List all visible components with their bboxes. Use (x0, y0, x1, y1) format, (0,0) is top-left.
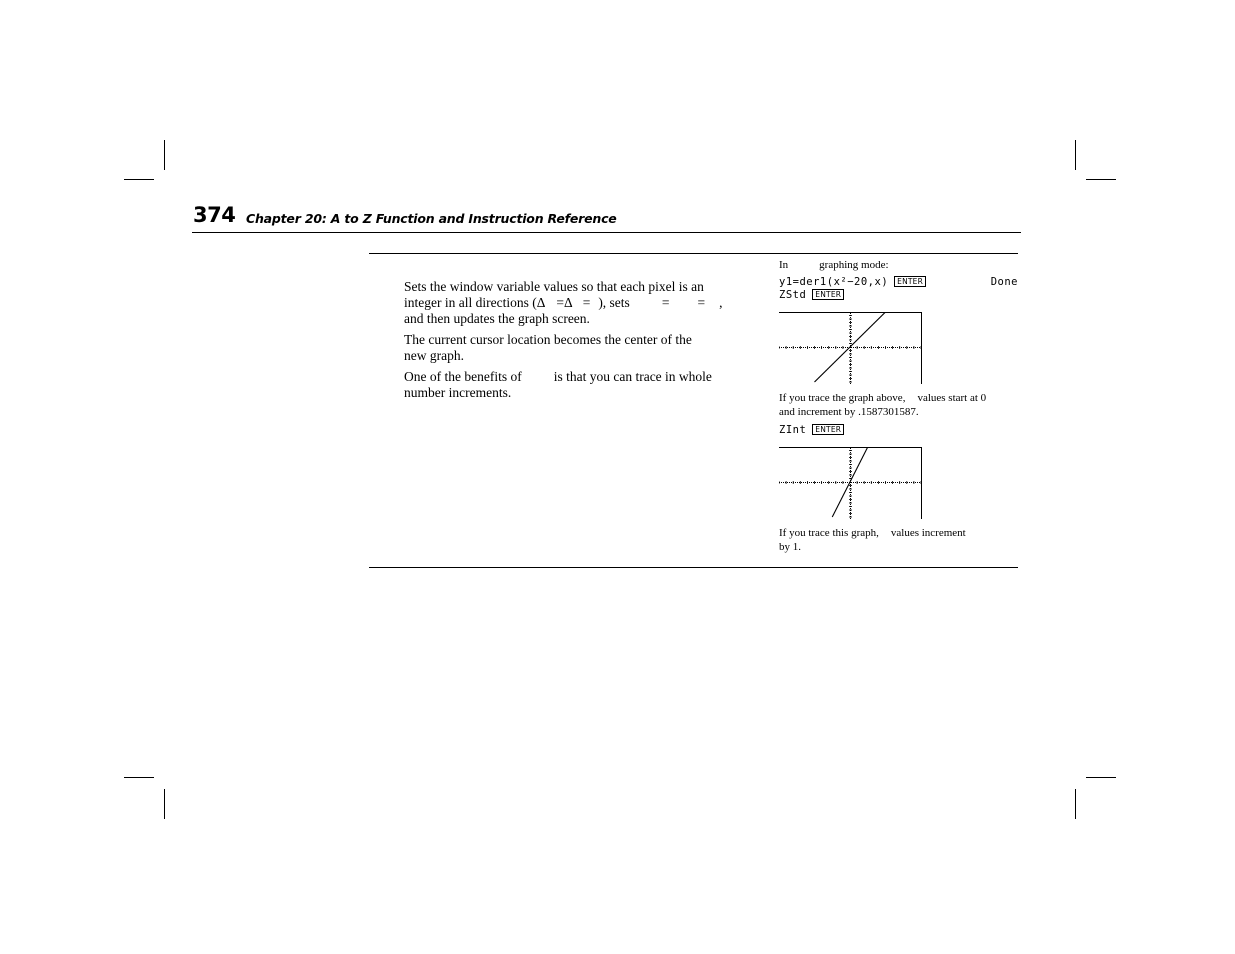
text-span: values increment (890, 527, 966, 539)
command-text: ZInt (779, 424, 807, 436)
command-line-3 (779, 423, 844, 437)
zint-graph (779, 447, 922, 519)
text-span: , (719, 295, 723, 310)
crop-mark (164, 140, 165, 170)
note-line: by 1. (779, 541, 801, 553)
note-line (779, 526, 966, 540)
description-paragraph-3 (404, 369, 754, 401)
command-line-2 (779, 288, 844, 302)
text-span: graphing mode: (819, 259, 889, 271)
command-line-1 (779, 275, 1018, 289)
text-span: is that you can trace in whole (553, 369, 712, 384)
text-span: =Δ (556, 295, 573, 310)
page-number: 374 (193, 203, 236, 227)
command-result: Done (990, 276, 1018, 288)
header-rule (192, 232, 1021, 233)
description-line (404, 295, 754, 311)
text-span: In (779, 259, 789, 271)
text-span: values start at 0 (917, 392, 987, 404)
example-intro (779, 258, 889, 272)
crop-mark (1075, 789, 1076, 819)
crop-mark (124, 777, 154, 778)
note-line (779, 391, 986, 405)
command-text: y1=der1(x²−20,x) (779, 276, 889, 288)
crop-mark (164, 789, 165, 819)
trace-note-2 (779, 526, 966, 554)
description-line: number increments. (404, 385, 512, 400)
zstd-graph (779, 312, 922, 384)
description-line: The current cursor location becomes the center of the (404, 332, 692, 347)
crop-mark (124, 179, 154, 180)
text-span: integer in all directions (Δ (404, 295, 546, 310)
text-span: If you trace this graph, (779, 527, 879, 539)
text-span: = (582, 295, 591, 310)
text-span: If you trace the graph above, (779, 392, 906, 404)
enter-key-icon: ENTER (812, 424, 844, 435)
text-span: = (661, 295, 670, 310)
description-line: Sets the window variable values so that each pixel is an (404, 279, 704, 294)
trace-note-1 (779, 391, 986, 419)
command-text: ZStd (779, 289, 807, 301)
entry-bottom-rule (369, 567, 1018, 568)
description-line: and then updates the graph screen. (404, 311, 590, 326)
text-span: = (697, 295, 706, 310)
description-paragraph-2 (404, 332, 754, 364)
note-line: and increment by .1587301587. (779, 406, 919, 418)
text-span: ), sets (598, 295, 630, 310)
entry-top-rule (369, 253, 1018, 254)
enter-key-icon: ENTER (894, 276, 926, 287)
description-line (404, 369, 754, 385)
description-paragraph-1 (404, 279, 754, 327)
description-line: new graph. (404, 348, 464, 363)
chapter-title: Chapter 20: A to Z Function and Instruction Reference (246, 211, 617, 226)
crop-mark (1086, 179, 1116, 180)
enter-key-icon: ENTER (812, 289, 844, 300)
crop-mark (1075, 140, 1076, 170)
text-span: One of the benefits of (404, 369, 522, 384)
crop-mark (1086, 777, 1116, 778)
